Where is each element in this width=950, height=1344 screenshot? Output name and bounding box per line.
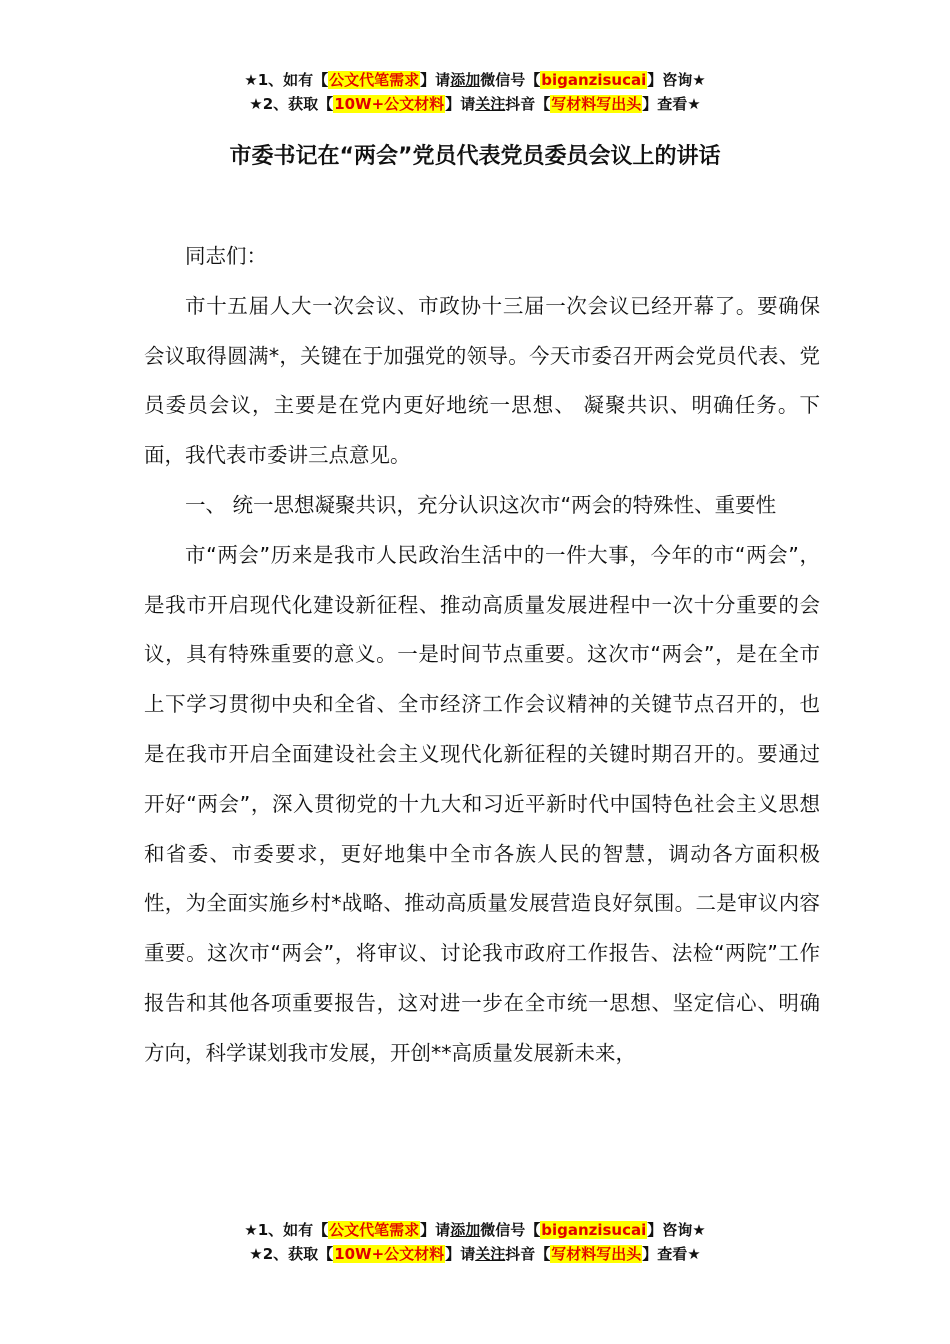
banner-highlight: 10W+公文材料 [334, 1245, 445, 1263]
banner-line-1: ★1、如有【公文代笔需求】请添加微信号【biganzisucai】咨询★ [244, 1221, 706, 1239]
banner-highlight: 10W+公文材料 [334, 95, 445, 113]
paragraph: 同志们： [185, 244, 267, 268]
banner-line-2: ★2、获取【10W+公文材料】请关注抖音【写材料写出头】查看★ [249, 1245, 701, 1263]
banner-highlight: 写材料写出头 [551, 1245, 642, 1263]
banner-line-1: ★1、如有【公文代笔需求】请添加微信号【biganzisucai】咨询★ [244, 71, 706, 89]
paragraph: 市“两会”历来是我市人民政治生活中的一件大事，今年的市“两会”，是我市开启现代化建设新征程、推动高质量发展进程中一次十分重要的会议，具有特殊重要的意义。一是时间节点重要。这次市“两会”，是在全市上下学习贯彻中央和全省、全市经济工作会议精神的关键节点召开的，也是在我市开启全面建设社会主义现代化新征程的关键时期召开的。要通过开好“两会”，深入贯彻党的十九大和习近平新时代中国特色社会主义思想和省委、市委要求，更好地集中全市各族人民的智慧，调动各方面积极性，为全面实施乡村*战略、推动高质量发展营造良好氛围。二是审议内容重要。这次市“两会”，将审议、讨论我市政府工作报告、法检“两院”工作报告和其他各项重要报告，这对进一步在全市统一思想、坚定信心、明确方向，科学谋划我市发展，开创**高质量发展新未来， [144, 542, 820, 1065]
banner-highlight: 公文代笔需求 [329, 1221, 420, 1239]
header-banner [0, 68, 950, 116]
document-title: 市委书记在“两会”党员代表党员委员会议上的讲话 [229, 144, 721, 169]
banner-line-2: ★2、获取【10W+公文材料】请关注抖音【写材料写出头】查看★ [249, 95, 701, 113]
section-heading: 一、 统一思想凝聚共识，充分认识这次市“两会的特殊性、重要性 [185, 492, 777, 517]
document-body [144, 232, 820, 1079]
banner-highlight: 写材料写出头 [551, 95, 642, 113]
paragraph: 市十五届人大一次会议、市政协十三届一次会议已经开幕了。要确保会议取得圆满*，关键在于加强党的领导。今天市委召开两会党员代表、党员委员会议，主要是在党内更好地统一思想、 凝聚共识、明确任务。下面，我代表市委讲三点意见。 [144, 293, 820, 468]
banner-highlight: 公文代笔需求 [329, 71, 420, 89]
banner-highlight: biganzisucai [541, 1221, 647, 1239]
banner-highlight: biganzisucai [541, 71, 647, 89]
footer-banner [0, 1218, 950, 1266]
